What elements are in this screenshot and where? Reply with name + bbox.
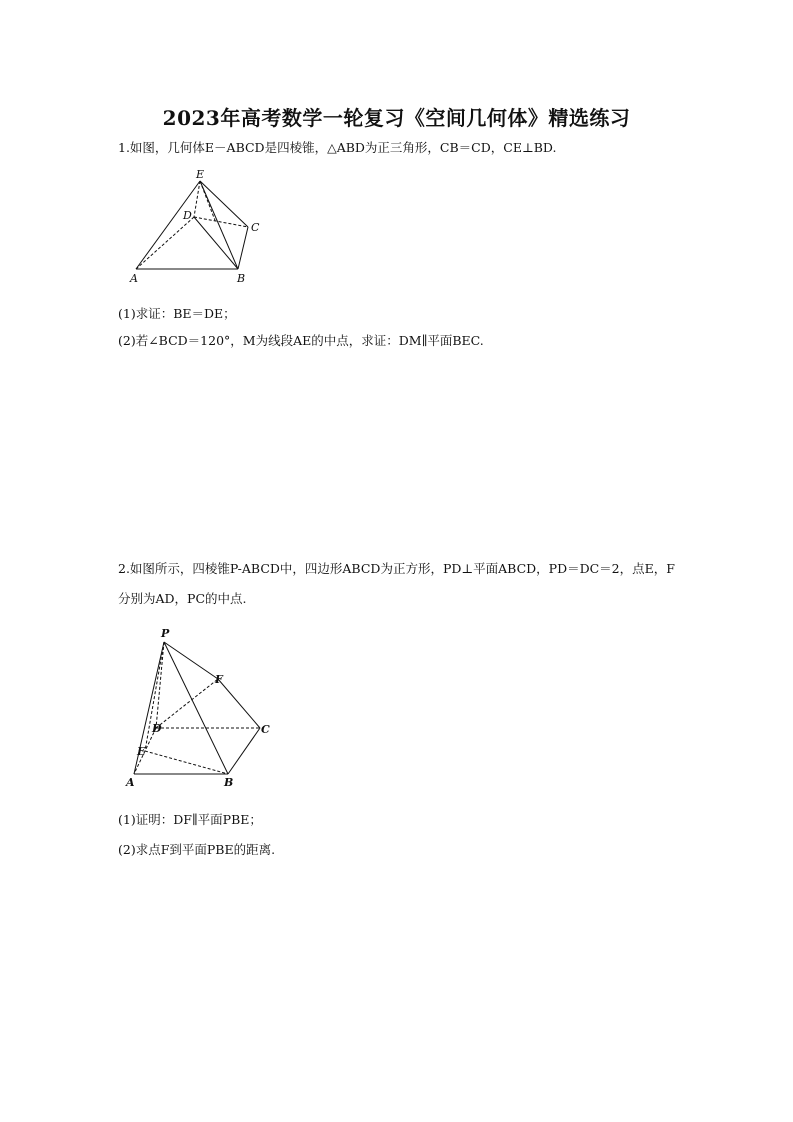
label-e: E xyxy=(137,745,146,758)
label-b: B xyxy=(237,272,246,285)
pyramid-p-abcd-diagram xyxy=(118,622,283,792)
problem-1-figure xyxy=(118,165,268,290)
label-p: P xyxy=(161,627,170,640)
label-c: C xyxy=(261,723,270,736)
problem-1-part-1: (1)求证：BE＝DE； xyxy=(118,306,236,321)
problem-2-part-2: (2)求点F到平面PBE的距离. xyxy=(118,842,276,857)
problem-2-figure xyxy=(118,622,283,792)
page-title: 2023年高考数学一轮复习《空间几何体》精选练习 xyxy=(162,106,631,130)
label-f: F xyxy=(215,673,223,686)
label-a: A xyxy=(126,776,135,789)
problem-2-stem-line-2: 分别为AD，PC的中点. xyxy=(118,591,247,606)
problem-1-stem: 1.如图，几何体E－ABCD是四棱锥，△ABD为正三角形，CB＝CD，CE⊥BD. xyxy=(118,140,557,155)
label-a: A xyxy=(130,272,138,285)
pyramid-e-abcd-diagram xyxy=(118,165,268,290)
label-b: B xyxy=(224,776,234,789)
label-c: C xyxy=(251,221,260,234)
label-d: D xyxy=(183,209,192,222)
problem-2-part-1: (1)证明：DF∥平面PBE； xyxy=(118,812,262,827)
label-d: D xyxy=(152,722,162,735)
problem-1-part-2: (2)若∠BCD＝120°，M为线段AE的中点，求证：DM∥平面BEC. xyxy=(118,333,484,348)
label-e: E xyxy=(196,168,205,181)
problem-2-stem-line-1: 2.如图所示，四棱锥P-ABCD中，四边形ABCD为正方形，PD⊥平面ABCD，PD＝DC＝2，点E，F xyxy=(118,561,675,576)
